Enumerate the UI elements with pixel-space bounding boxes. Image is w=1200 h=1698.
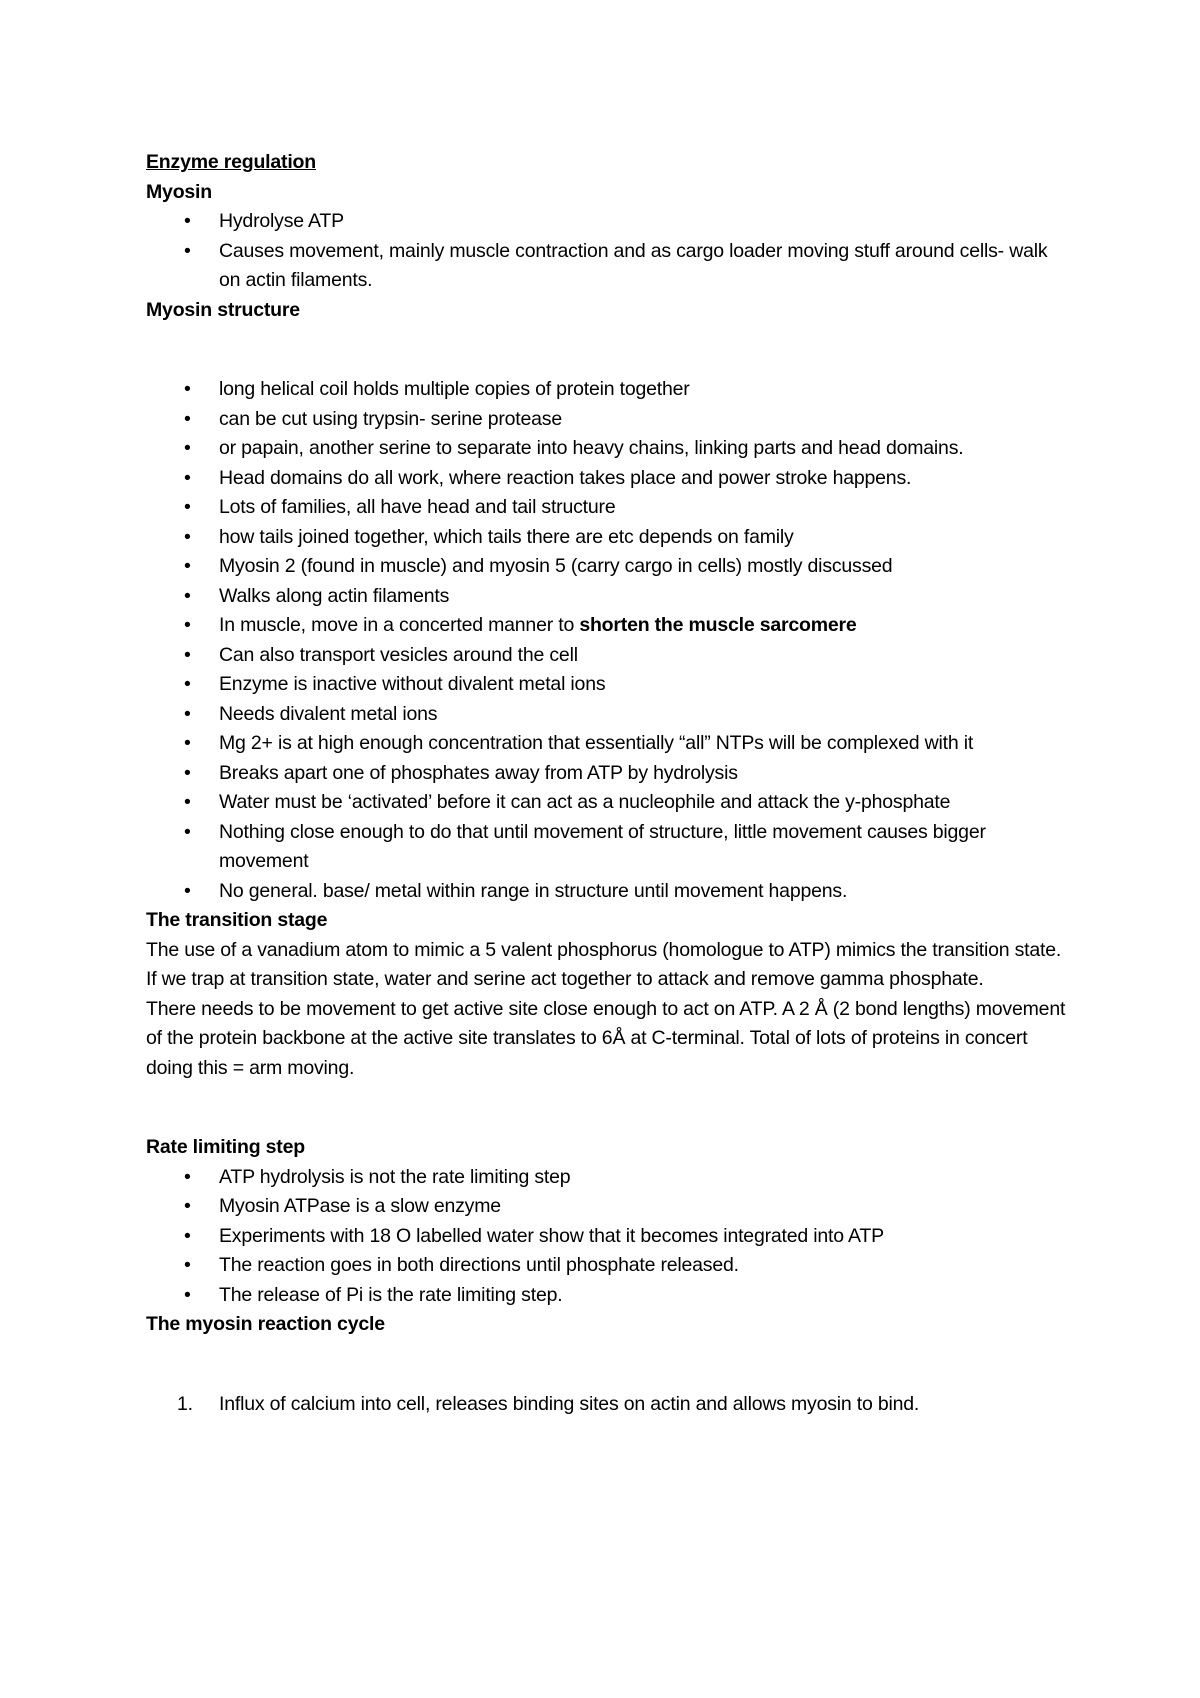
list-item [146,1281,1066,1311]
bullet-glyph: • [184,496,191,518]
list-item [146,670,1066,700]
bullet-glyph: • [184,732,191,754]
list-item-text: ATP hydrolysis is not the rate limiting step [219,1165,571,1188]
list-item-text: Head domains do all work, where reaction takes place and power stroke happens. [219,466,912,489]
bullet-glyph: • [184,1283,191,1306]
list-reaction-cycle [146,1390,1066,1420]
list-item-text: Myosin 2 (found in muscle) and myosin 5 (carry cargo in cells) mostly discussed [219,555,893,577]
list-item-text: Influx of calcium into cell, releases binding sites on actin and allows myosin to bind. [219,1392,920,1415]
bullet-glyph: • [184,702,191,725]
paragraph-transition-2: There needs to be movement to get active site close enough to act on ATP. A 2 Å (2 bond lengths) movement of the protein backbone at the active site translates to 6Å at C-terminal. Total of lots of proteins in concert doing this = arm moving. [146,997,1066,1079]
list-item-text: The reaction goes in both directions until phosphate released. [219,1254,739,1276]
list-item-text: Hydrolyse ATP [219,210,344,232]
list-item [146,700,1066,730]
list-item [146,611,1066,641]
heading-myosin: Myosin [146,180,212,203]
list-myosin-structure [146,375,1066,906]
heading-myosin-structure: Myosin structure [146,298,300,321]
blank-space [146,1083,1066,1133]
list-item [146,523,1066,553]
bullet-glyph: • [184,673,191,695]
list-item [146,434,1066,464]
bullet-glyph: • [184,407,191,430]
bullet-glyph: • [184,1195,191,1217]
list-item [146,641,1066,671]
list-item [146,788,1066,818]
list-item-text: how tails joined together, which tails there are etc depends on family [219,525,794,548]
list-item-text: Experiments with 18 O labelled water show that it becomes integrated into ATP [219,1224,884,1247]
list-item-text: Lots of families, all have head and tail structure [219,496,616,518]
list-item [146,375,1066,405]
blank-space [146,1340,1066,1390]
bullet-glyph: • [184,378,191,400]
heading-myosin-reaction-cycle: The myosin reaction cycle [146,1313,385,1335]
bullet-glyph: • [184,879,191,902]
list-item-text: Nothing close enough to do that until movement of structure, little movement causes bigger movement [219,820,986,872]
list-myosin [146,207,1066,296]
list-item [146,1251,1066,1281]
list-item [146,207,1066,237]
list-item-text: Causes movement, mainly muscle contraction and as cargo loader moving stuff around cells- walk on actin filaments. [219,239,1048,291]
list-item-text: or papain, another serine to separate into heavy chains, linking parts and head domains. [219,437,964,459]
list-item-text: can be cut using trypsin- serine protease [219,407,562,430]
bullet-glyph: • [184,820,191,843]
bold-emphasis: shorten the muscle sarcomere [579,614,857,636]
list-item-text: Mg 2+ is at high enough concentration that essentially “all” NTPs will be complexed with it [219,732,974,754]
list-item [146,405,1066,435]
list-item [146,818,1066,877]
list-item [146,1163,1066,1193]
list-item-text: Enzyme is inactive without divalent metal ions [219,673,606,695]
bullet-glyph: • [184,1165,191,1188]
list-item-text: Water must be ‘activated’ before it can act as a nucleophile and attack the y-phosphate [219,791,951,813]
list-item [146,729,1066,759]
list-item [146,1390,1066,1420]
list-item-text: Myosin ATPase is a slow enzyme [219,1195,501,1217]
bullet-glyph: • [184,437,191,459]
list-item [146,552,1066,582]
list-item [146,582,1066,612]
list-item-text: No general. base/ metal within range in structure until movement happens. [219,879,848,902]
bullet-glyph: • [184,614,191,636]
bullet-glyph: • [184,1224,191,1247]
list-item [146,1222,1066,1252]
list-number: 1. [177,1392,193,1415]
list-item [146,237,1066,296]
list-item [146,877,1066,907]
bullet-glyph: • [184,643,191,666]
document-title: Enzyme regulation [146,151,316,173]
list-rate-limiting [146,1163,1066,1311]
bullet-glyph: • [184,210,191,232]
bullet-glyph: • [184,466,191,489]
list-item [146,493,1066,523]
bullet-glyph: • [184,761,191,784]
paragraph-transition-1: The use of a vanadium atom to mimic a 5 valent phosphorus (homologue to ATP) mimics the transition state. If we trap at transition state, water and serine act together to attack and remove gamma phosphate. [146,938,1062,990]
list-item-text: Needs divalent metal ions [219,702,438,725]
heading-rate-limiting-step: Rate limiting step [146,1136,305,1158]
bullet-glyph: • [184,525,191,548]
list-item [146,1192,1066,1222]
list-item-text: In muscle, move in a concerted manner to [219,614,580,636]
list-item [146,464,1066,494]
heading-transition-stage: The transition stage [146,909,328,931]
bullet-glyph: • [184,555,191,577]
list-item [146,759,1066,789]
document-content [146,148,1066,1419]
bullet-glyph: • [184,584,191,607]
blank-space [146,325,1066,375]
list-item-text: Breaks apart one of phosphates away from ATP by hydrolysis [219,761,738,784]
list-item-text: long helical coil holds multiple copies of protein together [219,378,690,400]
bullet-glyph: • [184,791,191,813]
list-item-text: The release of Pi is the rate limiting step. [219,1283,563,1306]
bullet-glyph: • [184,1254,191,1276]
bullet-glyph: • [184,239,191,262]
list-item-text: Can also transport vesicles around the cell [219,643,578,666]
list-item-text: Walks along actin filaments [219,584,450,607]
